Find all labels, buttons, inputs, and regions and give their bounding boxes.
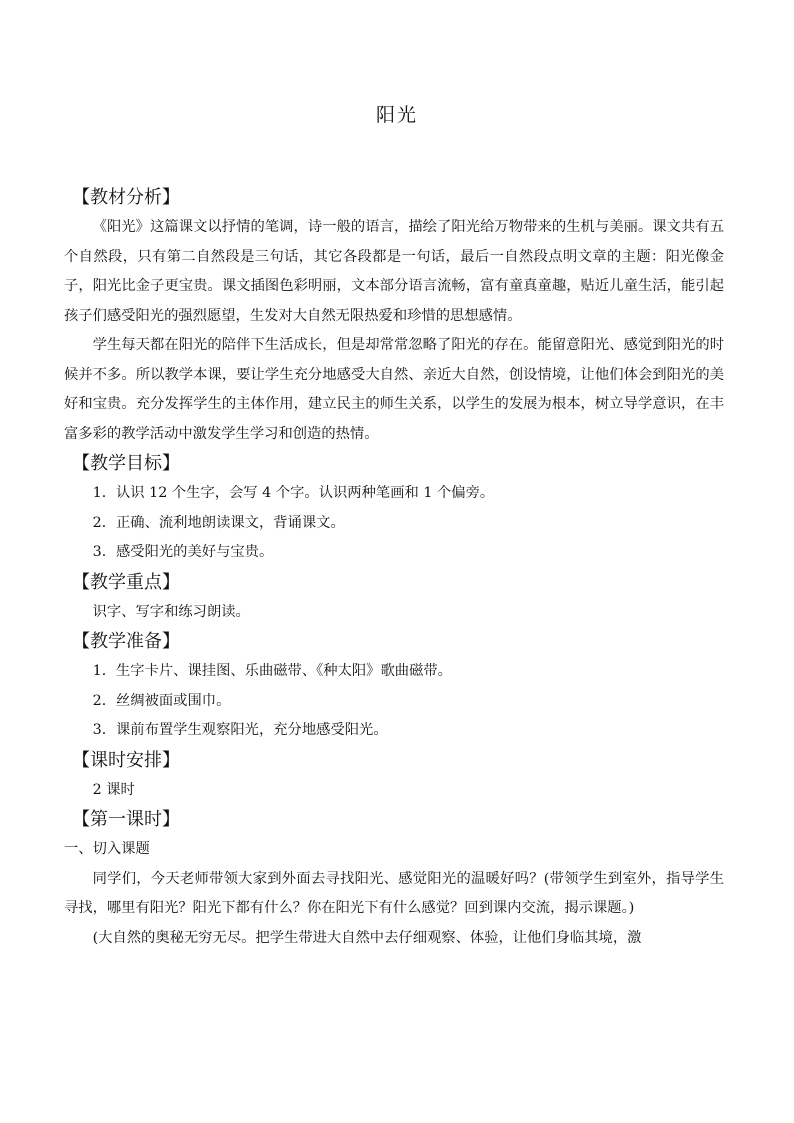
heading-lesson-1: 【第一课时】	[72, 809, 180, 830]
goal-item-1: 1．认识 12 个生字，会写 4 个字。认识两种笔画和 1 个偏旁。	[92, 485, 495, 501]
page-title: 阳光	[375, 104, 418, 126]
prep-item-3: 3．课前布置学生观察阳光，充分地感受阳光。	[92, 722, 388, 738]
heading-schedule: 【课时安排】	[72, 749, 180, 771]
lesson-step-1: 一、切入课题	[64, 841, 150, 857]
prep-item-2: 2．丝绸被面或围巾。	[92, 692, 231, 709]
goal-item-3: 3．感受阳光的美好与宝贵。	[92, 544, 274, 560]
document-body	[64, 183, 724, 953]
heading-analysis: 【教材分析】	[72, 187, 180, 208]
analysis-paragraph-2: 学生每天都在阳光的陪伴下生活成长，但是却常常忽略了阳光的存在。能留意阳光、感觉到阳光的时候并不多。所以教学本课，要让学生充分地感受大自然、亲近大自然，创设情境，让他们体会到阳光的美好和宝贵。充分发挥学生的主体作用，建立民主的师生关系，以学生的发展为根本，树立导学意识，在丰富多彩的教学活动中激发学生学习和创造的热情。	[64, 337, 724, 442]
heading-focus: 【教学重点】	[72, 571, 180, 593]
analysis-paragraph-1: 《阳光》这篇课文以抒情的笔调，诗一般的语言，描绘了阳光给万物带来的生机与美丽。课文共有五个自然段，只有第二自然段是三句话，其它各段都是一句话，最后一自然段点明文章的主题：阳光像金子，阳光比金子更宝贵。课文插图色彩明丽，文本部分语言流畅，富有童真童趣，贴近儿童生活，能引起孩子们感受阳光的强烈愿望，生发对大自然无限热爱和珍惜的思想感情。	[64, 219, 724, 324]
heading-goals: 【教学目标】	[72, 453, 180, 474]
goal-item-2: 2．正确、流利地朗读课文，背诵课文。	[92, 514, 345, 531]
focus-text: 识字、写字和练习朗读。	[92, 603, 250, 620]
prep-item-1: 1．生字卡片、课挂图、乐曲磁带、《种太阳》歌曲磁带。	[92, 663, 452, 679]
heading-prep: 【教学准备】	[72, 631, 180, 652]
lesson-paragraph-1: 同学们，今天老师带领大家到外面去寻找阳光、感觉阳光的温暖好吗？(带领学生到室外，指导学生寻找，哪里有阳光？阳光下都有什么？你在阳光下有什么感觉？回到课内交流，揭示课题。)	[64, 870, 724, 916]
lesson-paragraph-2: (大自然的奥秘无穷无尽。把学生带进大自然中去仔细观察、体验，让他们身临其境，激	[92, 929, 642, 946]
schedule-text: 2 课时	[92, 781, 135, 798]
